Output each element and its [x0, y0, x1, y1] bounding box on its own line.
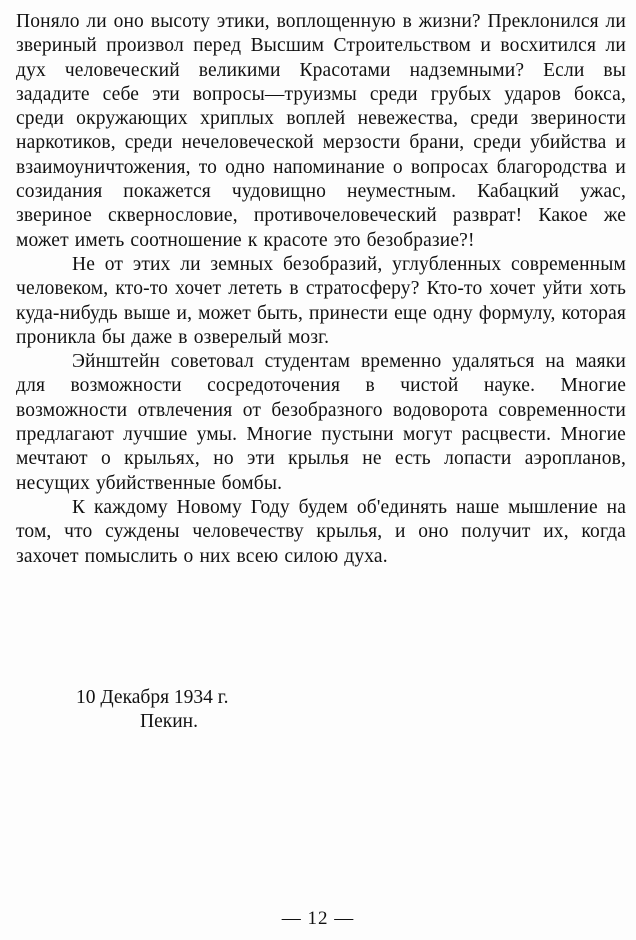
signature-date: 10 Декабря 1934 г. — [76, 687, 229, 708]
body-text — [16, 10, 626, 569]
signature-place: Пекин. — [140, 711, 198, 733]
paragraph-2: Не от этих ли земных безобразий, углубленных современным человеком, кто-то хочет лететь в стратосферу? Кто-то хочет уйти хоть куда-нибудь выше и, может быть, принести еще одну формулу, которая проникла бы даже в озверелый мозг. — [16, 253, 626, 348]
signature-block — [76, 686, 228, 735]
paragraph-3: Эйнштейн советовал студентам временно удаляться на маяки для возможности сосредоточения в чистой науке. Многие возможности отвлечения от безобразного водоворота современности предлагают лучшие умы. Многие пустыни могут расцвести. Многие мечтают о крыльях, но эти крылья не есть лопасти аэропланов, несущих убийственные бомбы. — [16, 351, 626, 494]
paragraph-4: К каждому Новому Году будем об'единять наше мышление на том, что суждены человечеству крылья, и оно получит их, когда захочет помыслить о них всею силою духа. — [16, 496, 626, 567]
page-number: — 12 — — [281, 908, 355, 929]
paragraph-1: Поняло ли оно высоту этики, воплощенную в жизни? Преклонился ли звериный произвол перед Высшим Строительством и восхитился ли дух человеческий великими Красотами надземными? Если вы зададите себе эти вопросы—труизмы среди грубых ударов бокса, среди окружающих хриплых воплей невежества, среди звериности наркотиков, среди нечеловеческой мерзости брани, среди убийства и взаимоуничтожения, то одно напоминание о вопросах благородства и созидания покажется чудовищно неуместным. Кабацкий ужас, звериное сквернословие, противочеловеческий разврат! Какое же может иметь соотношение к красоте это безобразие?! — [16, 11, 626, 251]
